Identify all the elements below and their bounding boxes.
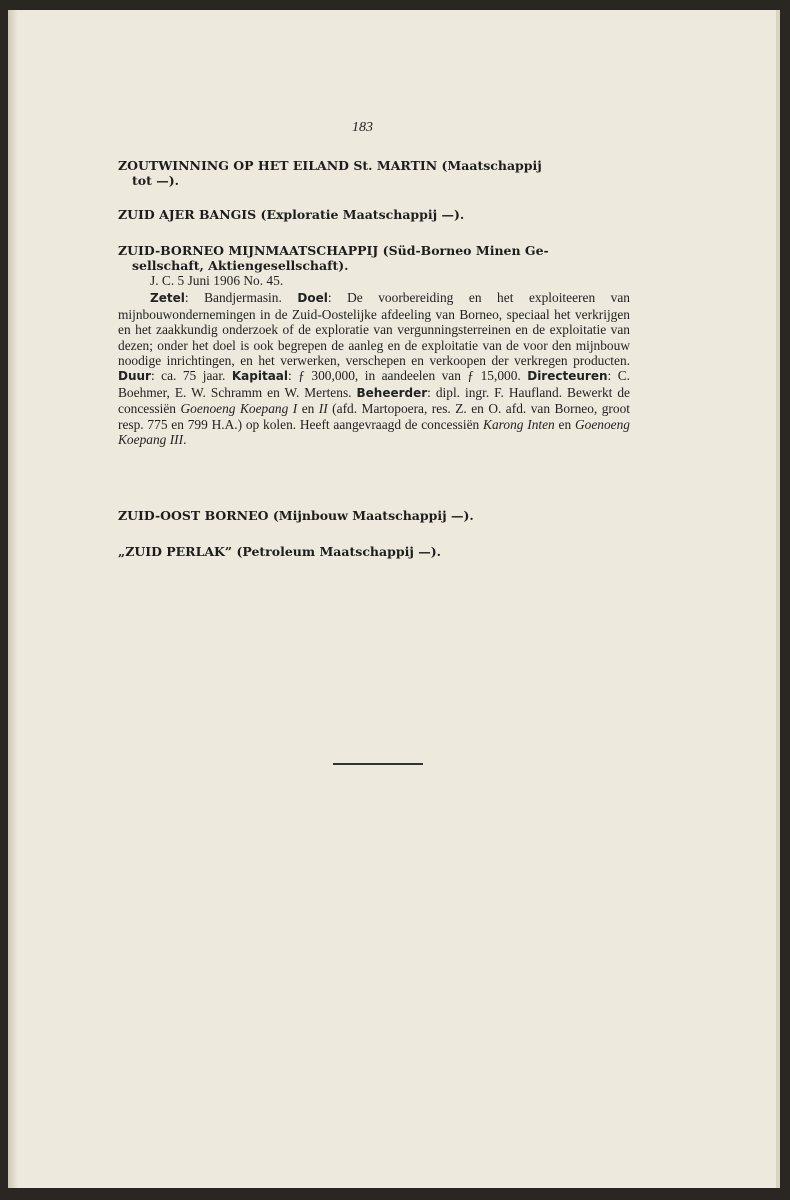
end-rule xyxy=(333,763,423,765)
page-spine xyxy=(8,10,18,1188)
directeuren-label: Directeuren xyxy=(527,369,608,384)
duur-label: Duur xyxy=(118,369,151,384)
entry-zuid-perlak xyxy=(118,544,628,559)
beheerder-label: Beheerder xyxy=(356,385,428,400)
jc-line: J. C. 5 Juni 1906 No. 45. xyxy=(150,273,284,288)
entry-title: ZUID AJER BANGIS xyxy=(118,207,257,222)
entry-rest: (Süd-Borneo Minen Ge- xyxy=(378,243,549,258)
entry-rest: (Mijnbouw Maatschappij —). xyxy=(268,508,474,523)
entry-detail xyxy=(118,273,631,448)
entry-zuid-oost-borneo xyxy=(118,508,628,523)
page-number: 183 xyxy=(352,120,373,135)
detail-paragraph: Zetel: Bandjermasin. Doel: De voorbereiding en het exploiteeren van mijnbouwondernemingen in de Zuid-Oostelijke afdeeling van Borneo, speciaal het verkrijgen en het zaakkundig onderzoek of de exploratie van vergunningsterreinen en de exploitatie van dezen; onder het doel is ook begrepen de aanleg en de exploitatie van de voor den mijnbouw noodige inrichtingen, en het verwerken, verschepen en verkoopen der verkregen producten. Duur: ca. 75 jaar. Kapitaal: ƒ 300,000, in aandeelen van ƒ 15,000. Directeuren: C. Boehmer, E. W. Schramm en W. Mertens. Beheerder: dipl. ingr. F. Haufland. Bewerkt de concessiën Goenoeng Koepang I en II (afd. Martopoera, res. Z. en O. afd. van Borneo, groot resp. 775 en 799 H.A.) op kolen. Heeft aangevraagd de concessiën Karong Inten en Goenoeng Koepang III. xyxy=(118,290,631,448)
entry-rest: (Exploratie Maatschappij —). xyxy=(256,207,465,222)
entry-title: ZUID-BORNEO MIJNMAATSCHAPPIJ xyxy=(118,243,379,258)
entry-title: ZOUTWINNING OP HET EILAND xyxy=(118,158,350,173)
kapitaal-label: Kapitaal xyxy=(231,369,289,384)
entry-line2: sellschaft, Aktiengesellschaft). xyxy=(132,258,349,273)
entry-line2: tot —). xyxy=(132,173,180,188)
zetel-label: Zetel xyxy=(150,291,185,306)
page-edge xyxy=(776,10,780,1188)
entry-rest: (Petroleum Maatschappij —). xyxy=(232,544,441,559)
entry-zuid-ajer-bangis xyxy=(118,207,628,222)
doel-label: Doel xyxy=(297,291,328,306)
entry-title: „ZUID PERLAK” xyxy=(118,544,233,559)
entry-title: ZUID-OOST BORNEO xyxy=(118,508,269,523)
entry-rest: St. MARTIN (Maatschappij xyxy=(349,158,542,173)
entry-zuid-borneo xyxy=(118,243,628,273)
entry-zoutwinning xyxy=(118,158,628,188)
